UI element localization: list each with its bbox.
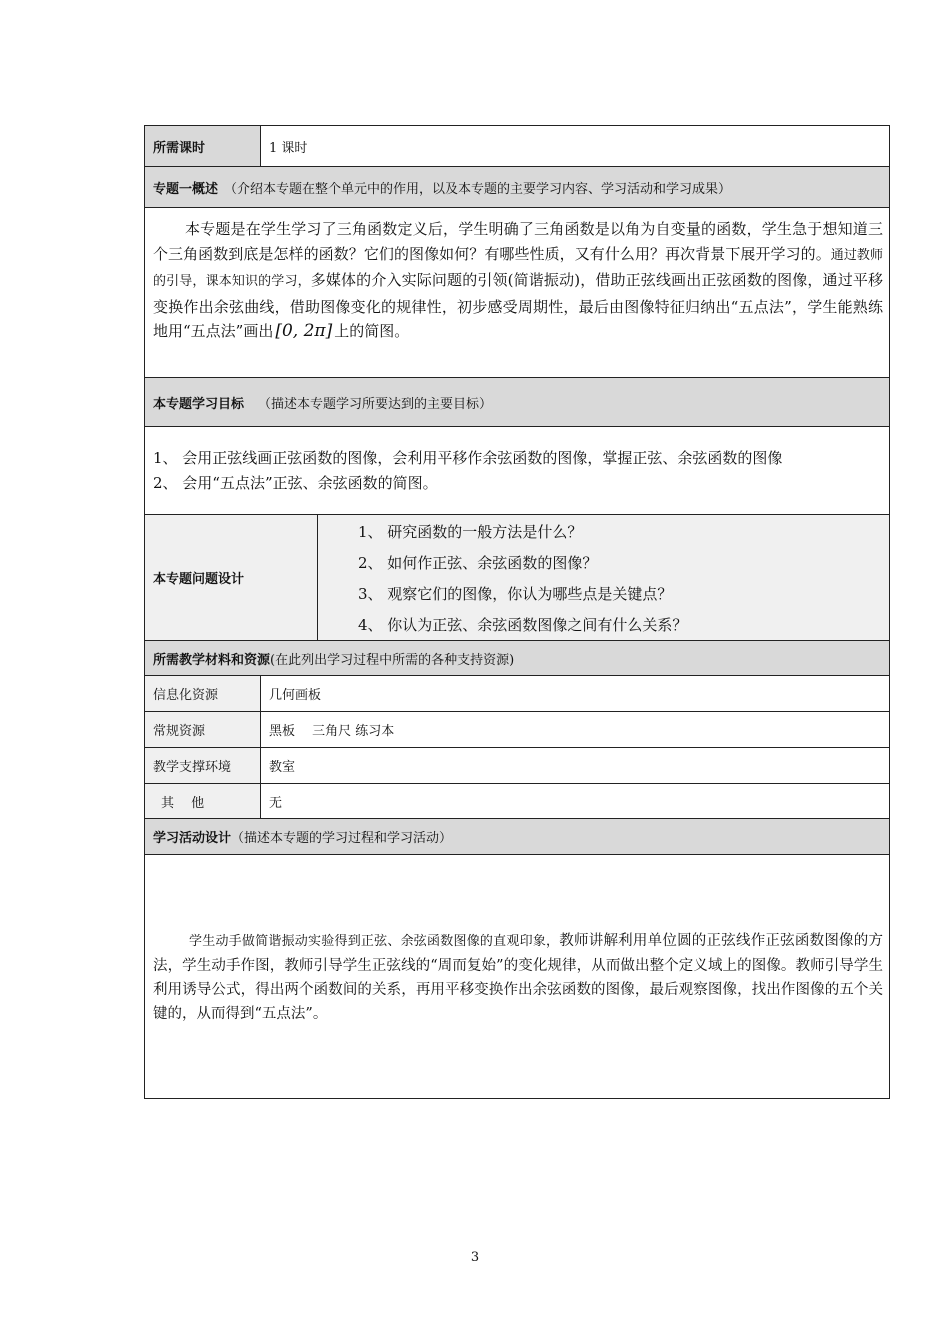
resource-row	[144, 676, 890, 712]
questions-list	[318, 517, 889, 641]
objectives-body	[144, 427, 890, 515]
resource-row	[144, 748, 890, 784]
page-number: 3	[470, 1250, 480, 1265]
resource-value: 几何画板	[269, 688, 322, 703]
activities-note: （描述本专题的学习过程和学习活动）	[231, 831, 453, 846]
resource-value: 教室	[269, 760, 296, 775]
class-hours-value: 1 课时	[269, 140, 308, 156]
objective-item: 1、 会用正弦线画正弦函数的图像，会利用平移作余弦函数的图像，掌握正弦、余弦函数的图像	[153, 449, 783, 467]
questions-title: 本专题问题设计	[153, 572, 245, 587]
objectives-title: 本专题学习目标	[153, 396, 245, 412]
activities-body	[144, 855, 890, 1099]
resources-note: (在此列出学习过程中所需的各种支持资源)	[270, 652, 515, 668]
resource-value: 黑板 三角尺 练习本	[269, 724, 395, 739]
objective-item: 2、 会用“五点法”正弦、余弦函数的简图。	[153, 474, 438, 492]
resource-label: 其 他	[145, 784, 260, 818]
overview-header	[144, 167, 890, 208]
class-hours-row	[144, 125, 890, 167]
class-hours-label: 所需课时	[145, 126, 260, 166]
resource-label: 教学支撑环境	[145, 748, 260, 783]
question-item: 2、 如何作正弦、余弦函数的图像？	[358, 554, 598, 572]
resource-label: 信息化资源	[145, 676, 260, 711]
question-item: 4、 你认为正弦、余弦函数图像之间有什么关系？	[358, 616, 688, 634]
lesson-plan-table	[144, 125, 890, 1099]
question-item: 1、 研究函数的一般方法是什么？	[358, 523, 583, 541]
resources-header	[144, 641, 890, 676]
objectives-note: （描述本专题学习所要达到的主要目标）	[258, 396, 493, 412]
activities-text: 学生动手做简谐振动实验得到正弦、余弦函数图像的直观印象，教师讲解利用单位圆的正弦线作正弦函数图像的方法，学生动手作图，教师引导学生正弦线的“周而复始”的变化规律，从而做出整个定义域上的图像。教师引导学生利用诱导公式，得出两个函数间的关系，再用平移变换作出余弦函数的图像，最后观察图像，找出作图像的五个关键的，从而得到“五点法”。	[153, 933, 883, 1022]
question-item: 3、 观察它们的图像，你认为哪些点是关键点？	[358, 585, 673, 603]
overview-note: （介绍本专题在整个单元中的作用，以及本专题的主要学习内容、学习活动和学习成果）	[224, 181, 732, 197]
resource-label: 常规资源	[145, 712, 260, 747]
resource-row	[144, 784, 890, 819]
overview-text: 本专题是在学生学习了三角函数定义后，学生明确了三角函数是以角为自变量的函数，学生急于想知道三个三角函数到底是怎样的函数？它们的图像如何？有哪些性质，又有什么用？再次背景下展开学习的。通过教师的引导，课本知识的学习，多媒体的介入实际问题的引领(简谐振动)，借助正弦线画出正弦函数的图像，通过平移变换作出余弦曲线，借助图像变化的规律性，初步感受周期性，最后由图像特征归纳出“五点法”，学生能熟练地用“五点法”画出 [0, 2π] 上的简图。	[153, 220, 883, 341]
objectives-header	[144, 378, 890, 427]
activities-title: 学习活动设计	[153, 831, 232, 846]
activities-header	[144, 819, 890, 855]
resources-title: 所需教学材料和资源	[153, 652, 271, 668]
overview-body	[144, 208, 890, 378]
overview-title: 专题一概述	[153, 181, 219, 197]
resource-row	[144, 712, 890, 748]
interval-formula: [0, 2π]	[275, 321, 333, 341]
resource-value: 无	[269, 795, 283, 811]
questions-row	[144, 515, 890, 641]
